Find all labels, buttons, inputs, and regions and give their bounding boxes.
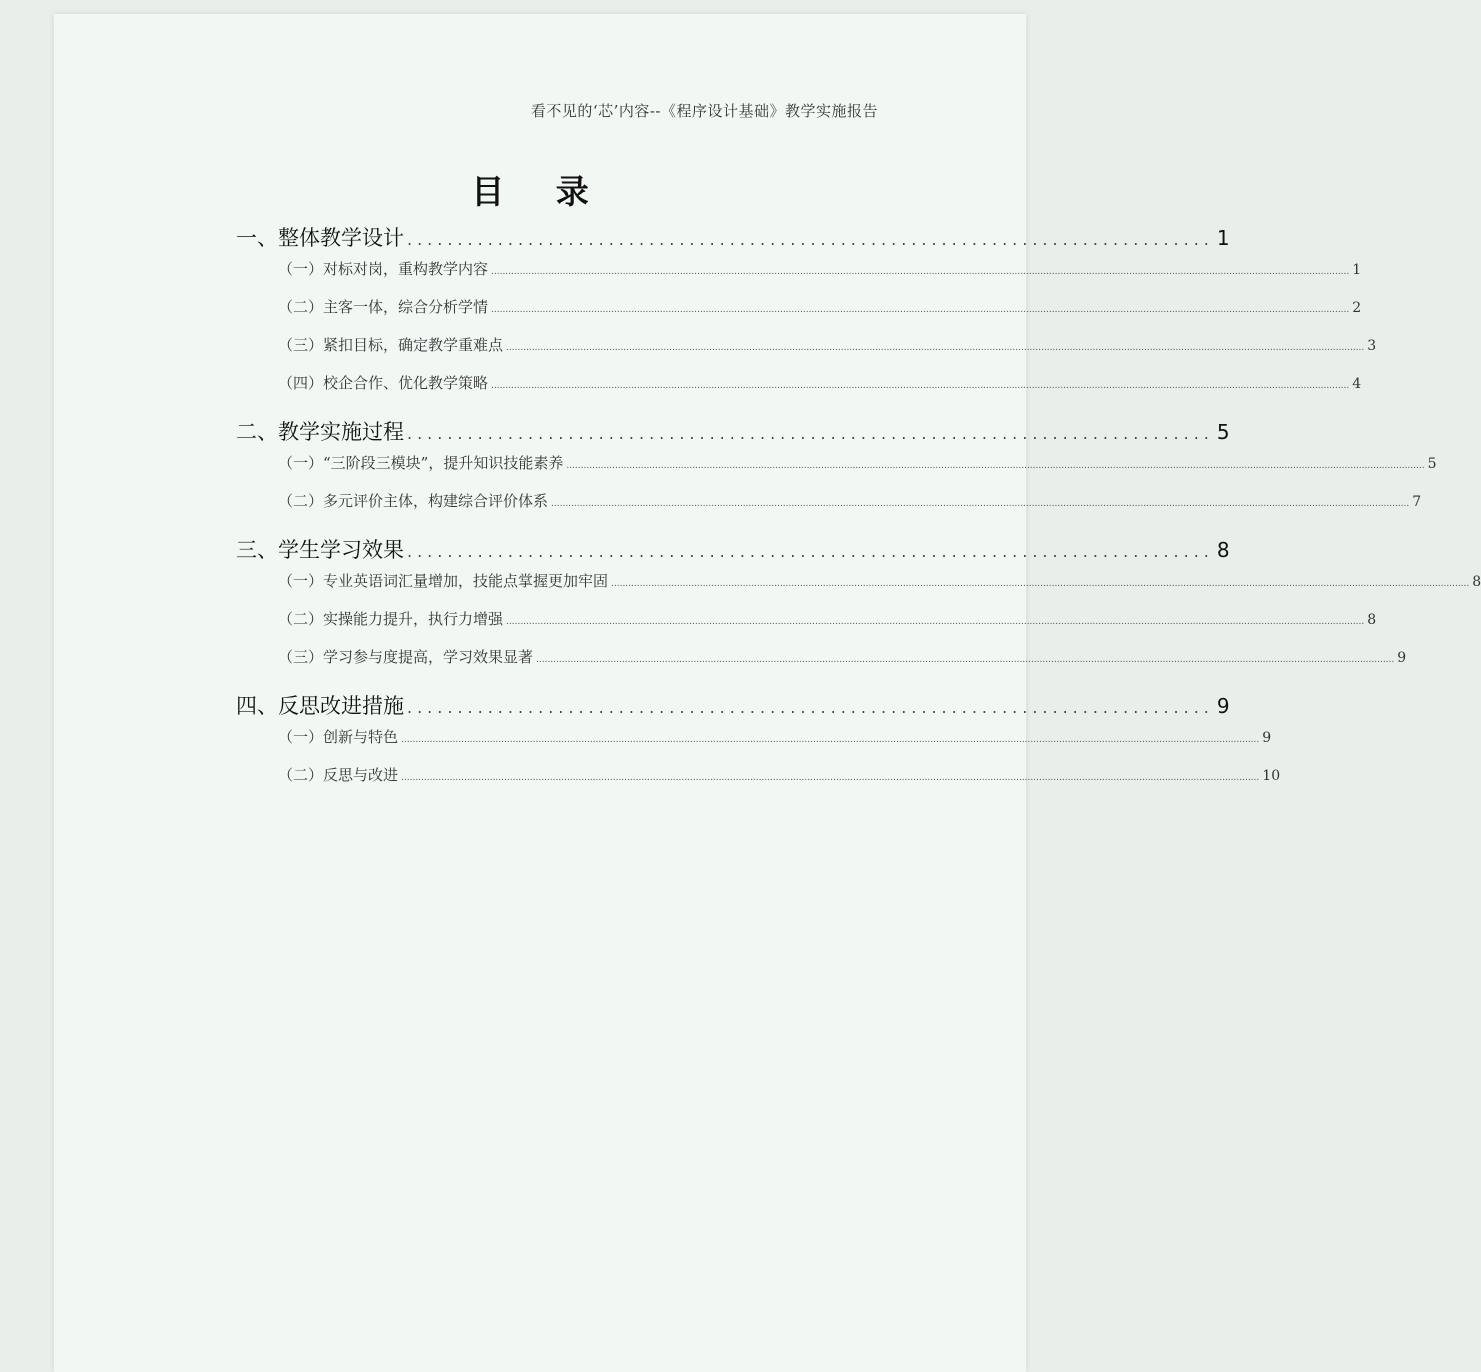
toc-subentry[interactable] (236, 646, 1407, 684)
toc-leader-dots: ................................................................................ (407, 230, 1214, 249)
toc-subentry-label: （二）多元评价主体，构建综合评价体系 (278, 492, 549, 510)
toc-leader-dots: ............................................................................................................................................................................................................................................................................................................ (401, 735, 1260, 745)
toc-heading-page: 5 (1216, 420, 1230, 444)
toc-subentry-page: 9 (1397, 650, 1407, 666)
toc-subentry[interactable] (236, 726, 1272, 764)
toc-subentry-label: （一）对标对岗，重构教学内容 (278, 260, 489, 278)
toc-leader-dots: ................................................................................ (407, 698, 1214, 717)
toc-subentry[interactable] (236, 334, 1377, 372)
toc-subentry-page: 2 (1352, 300, 1362, 316)
toc-subentry-page: 10 (1262, 768, 1281, 784)
toc-subentry-label: （三）学习参与度提高，学习效果显著 (278, 648, 534, 666)
toc-leader-dots: ............................................................................................................................................................................................................................................................................................................ (536, 655, 1395, 665)
toc-heading-entry[interactable] (236, 416, 1230, 452)
toc-heading-label: 四、反思改进措施 (236, 694, 404, 718)
toc-subentry-page: 9 (1262, 730, 1272, 746)
running-header: 看不见的‘芯’内容--《程序设计基础》教学实施报告 (530, 102, 878, 120)
toc-subentry-label: （二）实操能力提升，执行力增强 (278, 610, 504, 628)
toc-heading-label: 一、整体教学设计 (236, 226, 404, 250)
toc-heading-entry[interactable] (236, 222, 1230, 258)
toc-leader-dots: ............................................................................................................................................................................................................................................................................................................ (611, 579, 1470, 589)
toc-leader-dots: ............................................................................................................................................................................................................................................................................................................ (506, 617, 1365, 627)
toc-subentry[interactable] (236, 764, 1281, 802)
toc-subentry-page: 7 (1412, 494, 1422, 510)
toc-leader-dots: ............................................................................................................................................................................................................................................................................................................ (491, 267, 1350, 277)
toc-title: 目 录 (471, 172, 609, 211)
toc-heading-page: 8 (1216, 538, 1230, 562)
toc-subentry-page: 8 (1472, 574, 1481, 590)
toc-section (236, 534, 1481, 684)
toc-leader-dots: ............................................................................................................................................................................................................................................................................................................ (506, 343, 1365, 353)
toc-subentry[interactable] (236, 608, 1377, 646)
toc-subentry-page: 5 (1427, 456, 1437, 472)
toc-leader-dots: ................................................................................ (407, 542, 1214, 561)
toc-heading-label: 二、教学实施过程 (236, 420, 404, 444)
toc-subentry-label: （一）“三阶段三模块”，提升知识技能素养 (278, 454, 564, 472)
toc-subentry-label: （一）创新与特色 (278, 728, 399, 746)
toc-subentry-label: （三）紧扣目标，确定教学重难点 (278, 336, 504, 354)
toc-subentry-label: （四）校企合作、优化教学策略 (278, 374, 489, 392)
toc-heading-entry[interactable] (236, 690, 1230, 726)
document-page (54, 14, 1481, 1372)
toc-section (236, 222, 1377, 410)
toc-subentry-page: 1 (1352, 262, 1362, 278)
toc-subentry[interactable] (236, 296, 1362, 334)
toc-leader-dots: ................................................................................ (407, 424, 1214, 443)
toc-section (236, 690, 1281, 802)
toc-leader-dots: ............................................................................................................................................................................................................................................................................................................ (491, 381, 1350, 391)
toc-leader-dots: ............................................................................................................................................................................................................................................................................................................ (566, 461, 1425, 471)
toc-subentry[interactable] (236, 258, 1362, 296)
toc-leader-dots: ............................................................................................................................................................................................................................................................................................................ (551, 499, 1410, 509)
toc-subentry[interactable] (236, 452, 1437, 490)
toc-subentry-page: 4 (1352, 376, 1362, 392)
table-of-contents (236, 222, 1481, 808)
toc-subentry-label: （一）专业英语词汇量增加，技能点掌握更加牢固 (278, 572, 609, 590)
toc-section (236, 416, 1437, 528)
toc-subentry-label: （二）主客一体，综合分析学情 (278, 298, 489, 316)
toc-heading-label: 三、学生学习效果 (236, 538, 404, 562)
toc-subentry[interactable] (236, 372, 1362, 410)
toc-subentry-page: 8 (1367, 612, 1377, 628)
toc-subentry-label: （二）反思与改进 (278, 766, 399, 784)
toc-heading-entry[interactable] (236, 534, 1230, 570)
toc-leader-dots: ............................................................................................................................................................................................................................................................................................................ (491, 305, 1350, 315)
toc-heading-page: 9 (1216, 694, 1230, 718)
toc-subentry[interactable] (236, 570, 1481, 608)
toc-leader-dots: ............................................................................................................................................................................................................................................................................................................ (401, 773, 1260, 783)
toc-heading-page: 1 (1216, 226, 1230, 250)
toc-subentry[interactable] (236, 490, 1422, 528)
toc-subentry-page: 3 (1367, 338, 1377, 354)
